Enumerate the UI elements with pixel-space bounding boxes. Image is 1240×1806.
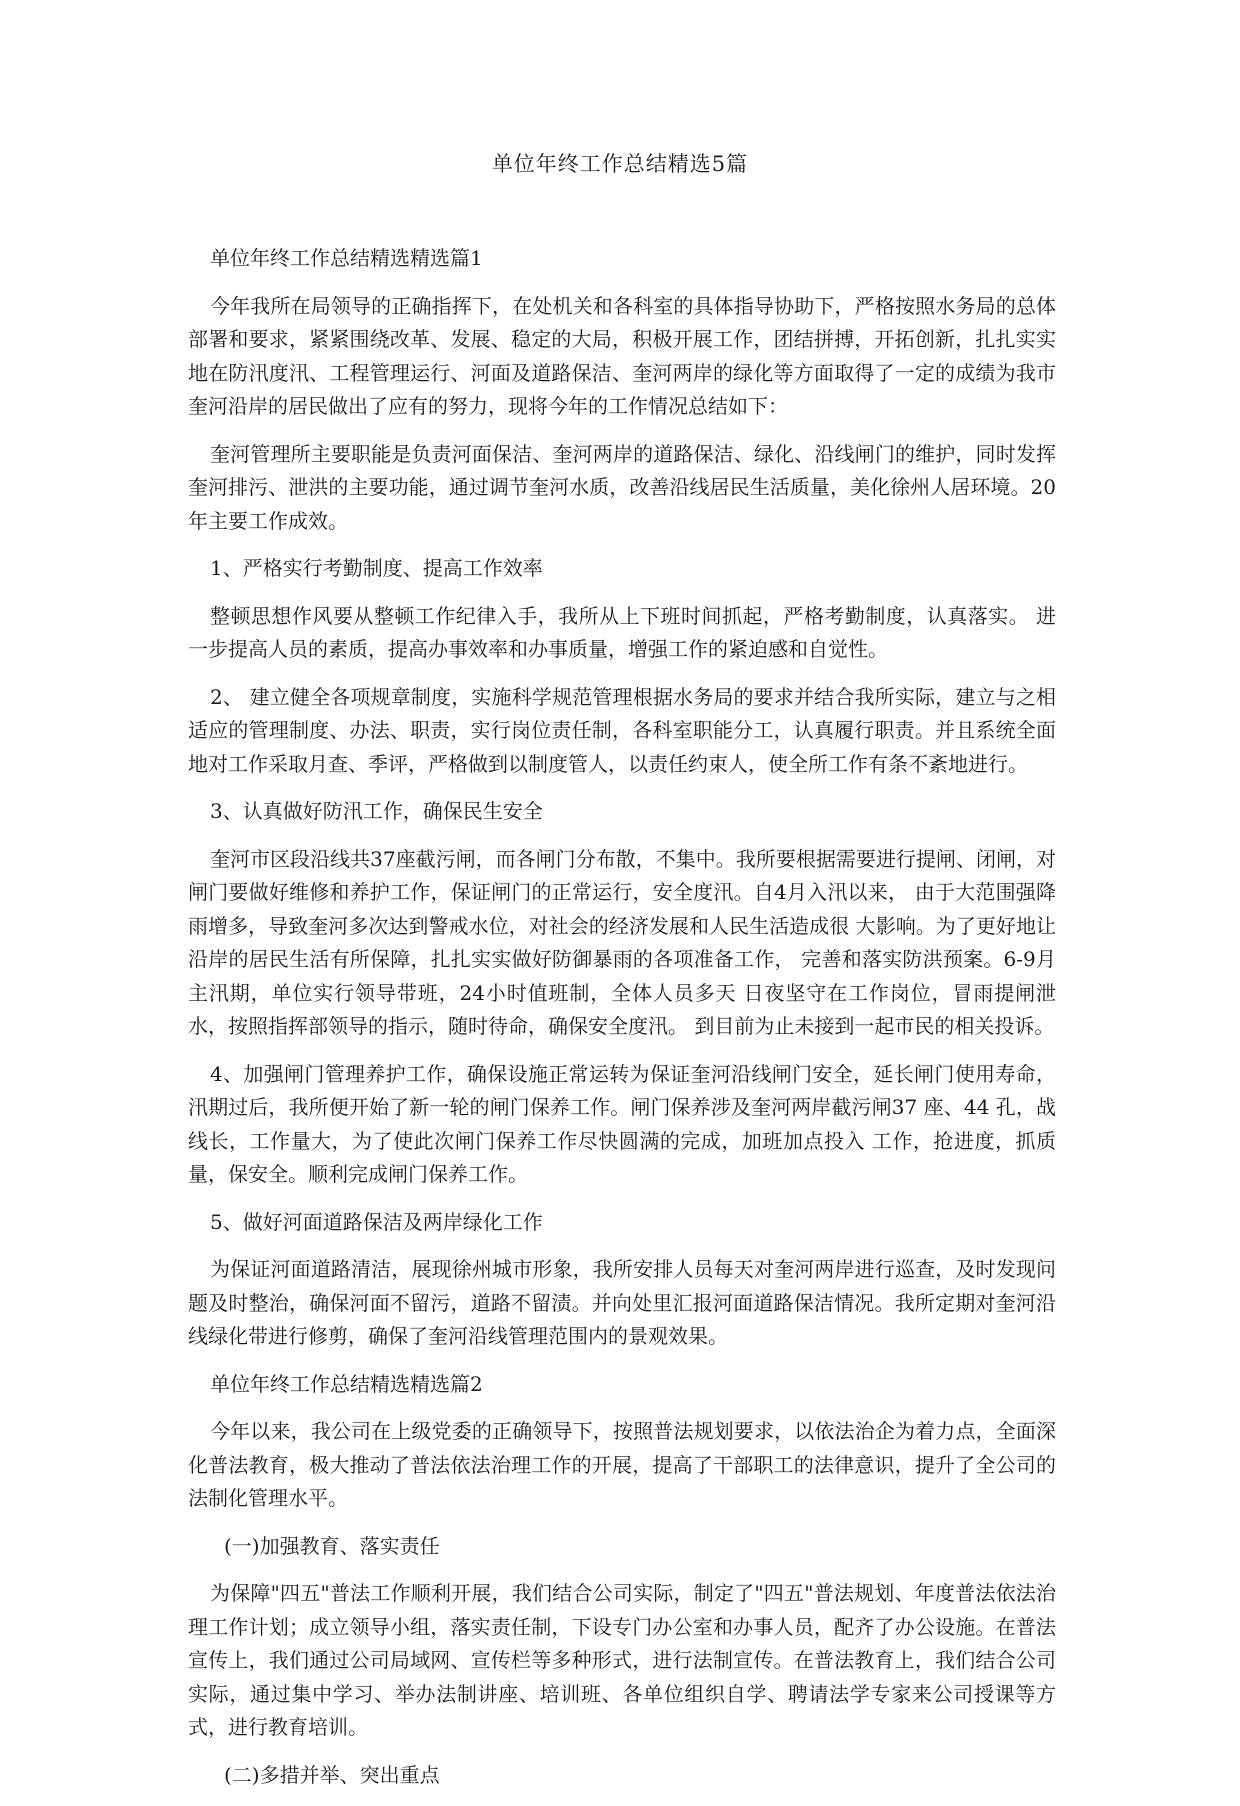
paragraph: 奎河管理所主要职能是负责河面保洁、奎河两岸的道路保洁、绿化、沿线闸门的维护，同时发挥奎河排污、泄洪的主要功能，通过调节奎河水质，改善沿线居民生活质量，美化徐州人居环境。20 年主要工作成效。 — [188, 441, 1056, 533]
paragraph: 为保证河面道路清洁，展现徐州城市形象，我所安排人员每天对奎河两岸进行巡查，及时发现问题及时整治，确保河面不留污，道路不留渍。并向处里汇报河面道路保洁情况。我所定期对奎河沿线绿化带进行修剪，确保了奎河沿线管理范围内的景观效果。 — [188, 1257, 1056, 1348]
sub-heading: (一)加强教育、落实责任 — [224, 1533, 440, 1558]
section-heading: 单位年终工作总结精选精选篇2 — [210, 1371, 483, 1396]
document-title: 单位年终工作总结精选5篇 — [491, 152, 749, 176]
sub-heading: (二)多措并举、突出重点 — [224, 1762, 440, 1787]
document-body — [188, 242, 1056, 1806]
paragraph: 4、加强闸门管理养护工作，确保设施正常运转为保证奎河沿线闸门安全，延长闸门使用寿命，汛期过后，我所便开始了新一轮的闸门保养工作。闸门保养涉及奎河两岸截污闸37 座、44 孔，战线长，工作量大，为了使此次闸门保养工作尽快圆满的完成，加班加点投入 工作，抢进度，抓质量，保安全。顺利完成闸门保养工作。 — [188, 1061, 1056, 1186]
item-heading: 5、做好河面道路保洁及两岸绿化工作 — [210, 1209, 543, 1234]
paragraph: 今年以来，我公司在上级党委的正确领导下，按照普法规划要求，以依法治企为着力点，全面深化普法教育，极大推动了普法依法治理工作的开展，提高了干部职工的法律意识，提升了全公司的法制化管理水平。 — [188, 1419, 1056, 1510]
section-heading: 单位年终工作总结精选精选篇1 — [210, 246, 483, 270]
item-heading: 1、严格实行考勤制度、提高工作效率 — [210, 556, 543, 580]
paragraph: 今年我所在局领导的正确指挥下，在处机关和各科室的具体指导协助下，严格按照水务局的总体部署和要求，紧紧围绕改革、发展、稳定的大局，积极开展工作，团结拼搏，开拓创新，扎扎实实地在防汛度汛、工程管理运行、河面及道路保洁、奎河两岸的绿化等方面取得了一定的成绩为我市奎河沿岸的居民做出了应有的努力，现将今年的工作情况总结如下： — [188, 293, 1056, 418]
item-heading: 3、认真做好防汛工作，确保民生安全 — [210, 799, 543, 823]
paragraph: 整顿思想作风要从整顿工作纪律入手，我所从上下班时间抓起，严格考勤制度，认真落实。 进一步提高人员的素质，提高办事效率和办事质量，增强工作的紧迫感和自觉性。 — [188, 603, 1056, 661]
paragraph: 奎河市区段沿线共37座截污闸，而各闸门分布散，不集中。我所要根据需要进行提闸、闭闸，对闸门要做好维修和养护工作，保证闸门的正常运行，安全度汛。自4月入汛以来， 由于大范围强降雨增多，导致奎河多次达到警戒水位，对社会的经济发展和人民生活造成很 大影响。为了更好地让沿岸的居民生活有所保障，扎扎实实做好防御暴雨的各项准备工作， 完善和落实防洪预案。6-9月主汛期，单位实行领导带班，24小时值班制，全体人员多天 日夜坚守在工作岗位，冒雨提闸泄水，按照指挥部领导的指示，随时待命，确保安全度汛。 到目前为止未接到一起市民的相关投诉。 — [188, 846, 1056, 1038]
paragraph: 2、 建立健全各项规章制度，实施科学规范管理根据水务局的要求并结合我所实际，建立与之相适应的管理制度、办法、职责，实行岗位责任制，各科室职能分工，认真履行职责。并且系统全面地对工作采取月查、季评，严格做到以制度管人，以责任约束人，使全所工作有条不紊地进行。 — [188, 684, 1056, 776]
paragraph: 为保障"四五"普法工作顺利开展，我们结合公司实际，制定了"四五"普法规划、年度普法依法治理工作计划；成立领导小组，落实责任制，下设专门办公室和办事人员，配齐了办公设施。在普法宣传上，我们通过公司局域网、宣传栏等多种形式，进行法制宣传。在普法教育上，我们结合公司实际，通过集中学习、举办法制讲座、培训班、各单位组织自学、聘请法学专家来公司授课等方式，进行教育培训。 — [188, 1581, 1056, 1739]
